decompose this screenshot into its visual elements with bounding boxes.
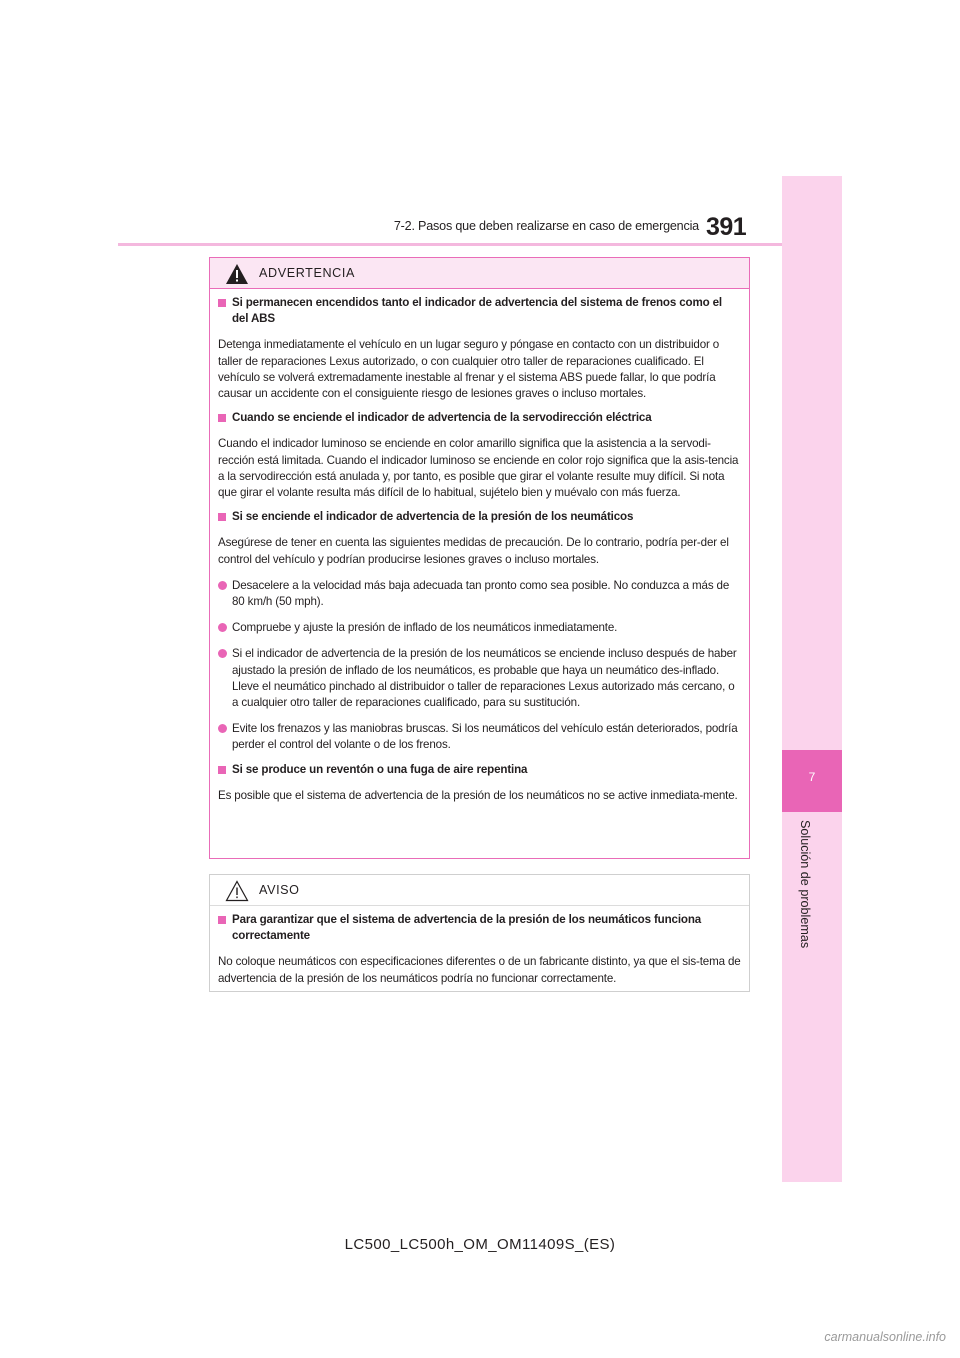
warning-box-header	[210, 258, 749, 289]
warning-body	[210, 289, 749, 804]
round-bullet-icon	[218, 724, 227, 733]
notice-title: AVISO	[259, 883, 300, 897]
subheading-tpws-function: Para garantizar que el sistema de advertencia de la presión de los neumáticos funciona correctamente	[218, 912, 741, 944]
subheading-eps: Cuando se enciende el indicador de advertencia de la servodirección eléctrica	[218, 410, 741, 426]
round-bullet-icon	[218, 649, 227, 658]
subheading-tpws: Si se enciende el indicador de advertencia de la presión de los neumáticos	[218, 509, 741, 525]
square-bullet-icon	[218, 414, 226, 422]
watermark: carmanualsonline.info	[824, 1330, 946, 1344]
square-bullet-icon	[218, 513, 226, 521]
warning-box	[209, 257, 750, 859]
list-item: Si el indicador de advertencia de la presión de los neumáticos se enciende incluso después de haber ajustado la presión de inflado de los neumáticos, es probable que haya un neumático des-inflado. Lleve el neumático pinchado al distribuidor o taller de reparaciones Lexus autorizado más cercano, o a cualquier otro taller de reparaciones cualificado, para su sustitución.	[218, 646, 741, 711]
chapter-number: 7	[808, 770, 816, 784]
paragraph-blowout: Es posible que el sistema de advertencia de la presión de los neumáticos no se active inmediata-mente.	[218, 788, 738, 802]
notice-body	[210, 906, 749, 987]
square-bullet-icon	[218, 916, 226, 924]
warning-title: ADVERTENCIA	[259, 266, 355, 280]
header-rule	[118, 243, 782, 246]
warning-triangle-icon	[225, 263, 249, 285]
square-bullet-icon	[218, 299, 226, 307]
list-item: Compruebe y ajuste la presión de inflado de los neumáticos inmediatamente.	[218, 620, 741, 636]
section-title: 7-2. Pasos que deben realizarse en caso de emergencia	[393, 219, 699, 233]
square-bullet-icon	[218, 766, 226, 774]
round-bullet-icon	[218, 581, 227, 590]
round-bullet-icon	[218, 623, 227, 632]
caution-triangle-icon	[225, 880, 249, 902]
subheading-blowout: Si se produce un reventón o una fuga de aire repentina	[218, 762, 741, 778]
chapter-title: Solución de problemas	[798, 820, 812, 949]
list-item: Evite los frenazos y las maniobras bruscas. Si los neumáticos del vehículo están deteriorados, podría perder el control del volante o de los frenos.	[218, 721, 741, 753]
paragraph-eps: Cuando el indicador luminoso se enciende en color amarillo significa que la asistencia a la servodi-rección está limitada. Cuando el indicador luminoso se enciende en color rojo significa que la asis-tencia a la servodirección está anulada y, por tanto, es posible que girar el volante resulte muy difícil. Si nota que girar el volante resulta más difícil de lo habitual, sujételo bien y muévalo con más fuerza.	[218, 437, 739, 500]
paragraph-tpws-function: No coloque neumáticos con especificaciones diferentes o de un fabricante distinto, ya que el sis-tema de advertencia de la presión de los neumáticos podría no funcionar correctamente.	[218, 955, 741, 985]
page-number: 391	[706, 213, 747, 241]
subheading-abs: Si permanecen encendidos tanto el indicador de advertencia del sistema de frenos como el del ABS	[218, 295, 741, 327]
notice-box	[209, 874, 750, 992]
chapter-side-tab	[782, 176, 842, 1182]
list-item: Desacelere a la velocidad más baja adecuada tan pronto como sea posible. No conduzca a más de 80 km/h (50 mph).	[218, 578, 741, 610]
paragraph-abs: Detenga inmediatamente el vehículo en un lugar seguro y póngase en contacto con un distribuidor o taller de reparaciones Lexus autorizado, o con cualquier otro taller de reparaciones cualificado. El vehículo se volverá extremadamente inestable al frenar y el sistema ABS puede fallar, lo que podría causar un accidente con el consiguiente riesgo de lesiones graves o incluso mortales.	[218, 338, 720, 401]
notice-box-header	[210, 875, 749, 906]
paragraph-tpws: Asegúrese de tener en cuenta las siguientes medidas de precaución. De lo contrario, podría per-der el control del vehículo y podrían producirse lesiones graves o incluso mortales.	[218, 536, 729, 566]
manual-code: LC500_LC500h_OM_OM11409S_(ES)	[344, 1236, 616, 1253]
